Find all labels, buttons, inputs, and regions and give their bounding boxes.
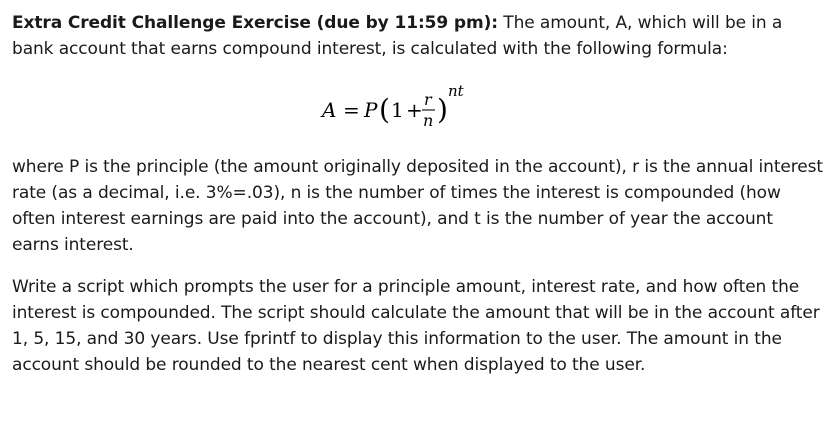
formula-plus: + xyxy=(406,98,423,122)
task-paragraph: Write a script which prompts the user for a principle amount, interest rate, and how often the interest is compounded. The script should calculate the amount that will be in the account after 1, 5, 15, and 30 years. Use fprintf to display this information to the user. The amount in the account should be rounded to the nearest cent when displayed to the user. xyxy=(12,277,820,375)
intro-paragraph xyxy=(12,10,824,62)
formula-denominator: n xyxy=(423,111,434,130)
formula-graphic xyxy=(312,72,512,144)
compound-interest-formula xyxy=(12,70,824,148)
formula-principal: P xyxy=(364,98,378,122)
formula-numerator: r xyxy=(424,90,432,109)
definitions-paragraph: where P is the principle (the amount originally deposited in the account), r is the annual interest rate (as a decimal, i.e. 3%=.03), n is the number of times the interest is compounded (how often interest earnings are paid into the account), and t is the number of year the account earns interest. xyxy=(12,157,823,255)
document-page xyxy=(12,10,824,378)
exercise-title: Extra Credit Challenge Exercise (due by 11:59 pm): xyxy=(12,13,498,33)
formula-exponent: nt xyxy=(448,82,464,100)
formula-close-paren: ) xyxy=(437,93,448,126)
intro-text: The amount, A, which will be in a bank account that earns compound interest, is calculated with the following formula: xyxy=(12,13,783,59)
formula-equals: = xyxy=(343,98,360,122)
formula-open-paren: ( xyxy=(379,93,390,126)
paragraph-gap xyxy=(12,258,824,274)
formula-lhs: A xyxy=(322,98,337,122)
formula-one: 1 xyxy=(391,98,404,122)
